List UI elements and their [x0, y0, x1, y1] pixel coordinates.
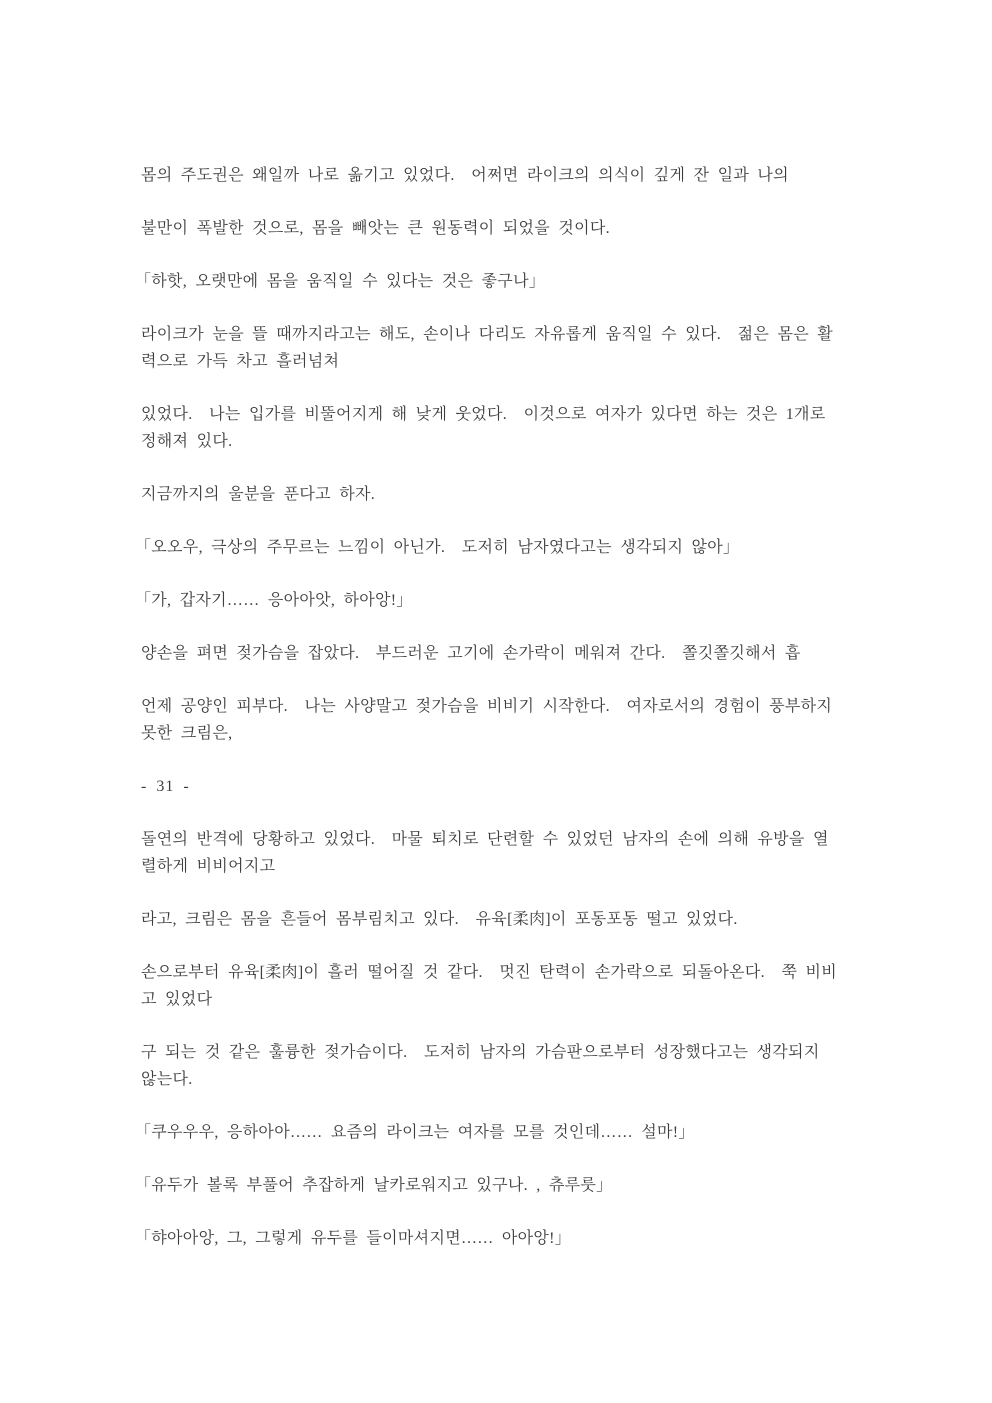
text-line: - 31 -	[141, 778, 190, 795]
text-line: 「가, 갑자기…… 응아아앗, 하아앙!」	[135, 592, 413, 609]
text-line: 「햐아아앙, 그, 그렇게 유두를 들이마셔지면…… 아아앙!」	[135, 1230, 572, 1247]
paragraph	[141, 481, 881, 508]
paragraph	[141, 640, 881, 667]
text-line: 라이크가 눈을 뜰 때까지라고는 해도, 손이나 다리도 자유롭게 움직일 수 있다. 젊은 몸은 활	[141, 326, 834, 343]
paragraph	[141, 906, 881, 933]
paragraph	[141, 1039, 881, 1093]
paragraph	[141, 215, 881, 242]
text-line: 돌연의 반격에 당황하고 있었다. 마물 퇴치로 단련할 수 있었던 남자의 손에 의해 유방을 열	[141, 831, 829, 848]
text-line: 언제 공양인 피부다. 나는 사양말고 젖가슴을 비비기 시작한다. 여자로서의 경험이 풍부하지	[141, 698, 833, 715]
text-line: 「오오우, 극상의 주무르는 느낌이 아닌가. 도저히 남자였다고는 생각되지 않아」	[135, 539, 740, 556]
text-line: 지금까지의 울분을 푼다고 하자.	[141, 486, 376, 503]
paragraph	[141, 401, 881, 455]
text-line: 양손을 펴면 젖가슴을 잡았다. 부드러운 고기에 손가락이 메워져 간다. 쫄깃쫄깃해서 흡	[141, 645, 801, 662]
paragraph	[141, 826, 881, 880]
text-line: 구 되는 것 같은 훌륭한 젖가슴이다. 도저히 남자의 가슴판으로부터 성장했다고는 생각되지	[141, 1044, 820, 1061]
text-line: 손으로부터 유육[柔肉]이 흘러 떨어질 것 같다. 멋진 탄력이 손가락으로 되돌아온다. 쭉 비비	[141, 964, 838, 981]
paragraph	[135, 268, 881, 295]
paragraph	[135, 1119, 881, 1146]
text-line: 「쿠우우우, 응하아아…… 요즘의 라이크는 여자를 모를 것인데…… 설마!」	[135, 1124, 695, 1141]
paragraph	[141, 162, 881, 189]
paragraph	[141, 959, 881, 1013]
text-line: 못한 크림은,	[141, 725, 233, 742]
paragraph	[141, 321, 881, 375]
paragraph	[135, 587, 881, 614]
text-line: 렬하게 비비어지고	[141, 858, 276, 875]
page-number-marker	[141, 773, 881, 800]
text-line: 몸의 주도권은 왜일까 나로 옮기고 있었다. 어쩌면 라이크의 의식이 깊게 잔 일과 나의	[141, 167, 789, 184]
paragraph	[135, 1172, 881, 1199]
text-block	[135, 162, 881, 1278]
paragraph	[135, 1225, 881, 1252]
paragraph	[141, 693, 881, 747]
text-line: 않는다.	[141, 1071, 193, 1088]
text-line: 라고, 크림은 몸을 흔들어 몸부림치고 있다. 유육[柔肉]이 포동포동 떨고 있었다.	[141, 911, 738, 928]
text-line: 정해져 있다.	[141, 433, 233, 450]
text-line: 있었다. 나는 입가를 비뚤어지게 해 낮게 웃었다. 이것으로 여자가 있다면 하는 것은 1개로	[141, 406, 826, 423]
text-line: 력으로 가득 차고 흘러넘쳐	[141, 353, 340, 370]
text-line: 「유두가 볼록 부풀어 추잡하게 날카로워지고 있구나. , 츄루룻」	[135, 1177, 613, 1194]
text-line: 「하핫, 오랫만에 몸을 움직일 수 있다는 것은 좋구나」	[135, 273, 546, 290]
text-line: 불만이 폭발한 것으로, 몸을 빼앗는 큰 원동력이 되었을 것이다.	[141, 220, 610, 237]
paragraph	[135, 534, 881, 561]
text-line: 고 있었다	[141, 991, 213, 1008]
